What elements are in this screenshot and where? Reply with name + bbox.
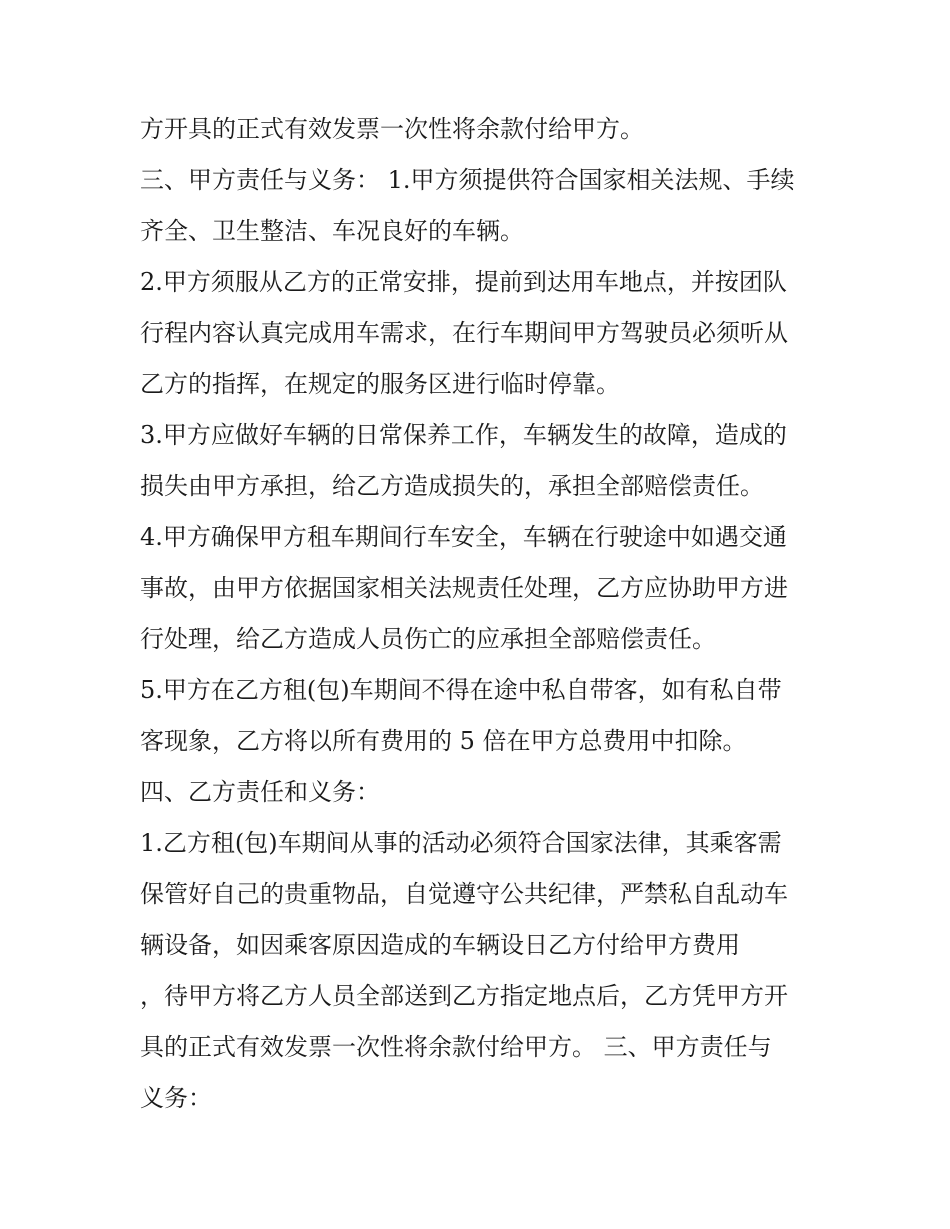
text-line-4: 2.甲方须服从乙方的正常安排，提前到达用车地点，并按团队 bbox=[140, 268, 787, 296]
text-line-8: 损失由甲方承担，给乙方造成损失的，承担全部赔偿责任。 bbox=[140, 472, 764, 500]
text-line-6: 乙方的指挥，在规定的服务区进行临时停靠。 bbox=[140, 370, 620, 398]
text-line-17: 辆设备，如因乘客原因造成的车辆设日乙方付给甲方费用 bbox=[140, 931, 740, 959]
text-line-18: ，待甲方将乙方人员全部送到乙方指定地点后，乙方凭甲方开 bbox=[140, 982, 788, 1010]
text-line-19: 具的正式有效发票一次性将余款付给甲方。 三、甲方责任与 bbox=[140, 1033, 772, 1061]
text-line-11: 行处理，给乙方造成人员伤亡的应承担全部赔偿责任。 bbox=[140, 625, 716, 653]
text-line-1: 方开具的正式有效发票一次性将余款付给甲方。 bbox=[140, 115, 644, 143]
text-line-14: 四、乙方责任和义务： bbox=[140, 778, 380, 806]
text-line-20: 义务： bbox=[140, 1084, 212, 1112]
text-line-12: 5.甲方在乙方租(包)车期间不得在途中私自带客，如有私自带 bbox=[140, 676, 782, 704]
text-line-3: 齐全、卫生整洁、车况良好的车辆。 bbox=[140, 217, 524, 245]
text-line-15: 1.乙方租(包)车期间从事的活动必须符合国家法律，其乘客需 bbox=[140, 829, 782, 857]
document-body bbox=[140, 104, 820, 1124]
text-line-13: 客现象，乙方将以所有费用的 5 倍在甲方总费用中扣除。 bbox=[140, 727, 747, 755]
text-line-10: 事故，由甲方依据国家相关法规责任处理，乙方应协助甲方进 bbox=[140, 574, 788, 602]
text-line-9: 4.甲方确保甲方租车期间行车安全，车辆在行驶途中如遇交通 bbox=[140, 523, 787, 551]
text-line-7: 3.甲方应做好车辆的日常保养工作，车辆发生的故障，造成的 bbox=[140, 421, 787, 449]
text-line-5: 行程内容认真完成用车需求，在行车期间甲方驾驶员必须听从 bbox=[140, 319, 788, 347]
text-line-16: 保管好自己的贵重物品，自觉遵守公共纪律，严禁私自乱动车 bbox=[140, 880, 788, 908]
text-line-2: 三、甲方责任与义务： 1.甲方须提供符合国家相关法规、手续 bbox=[140, 166, 795, 194]
